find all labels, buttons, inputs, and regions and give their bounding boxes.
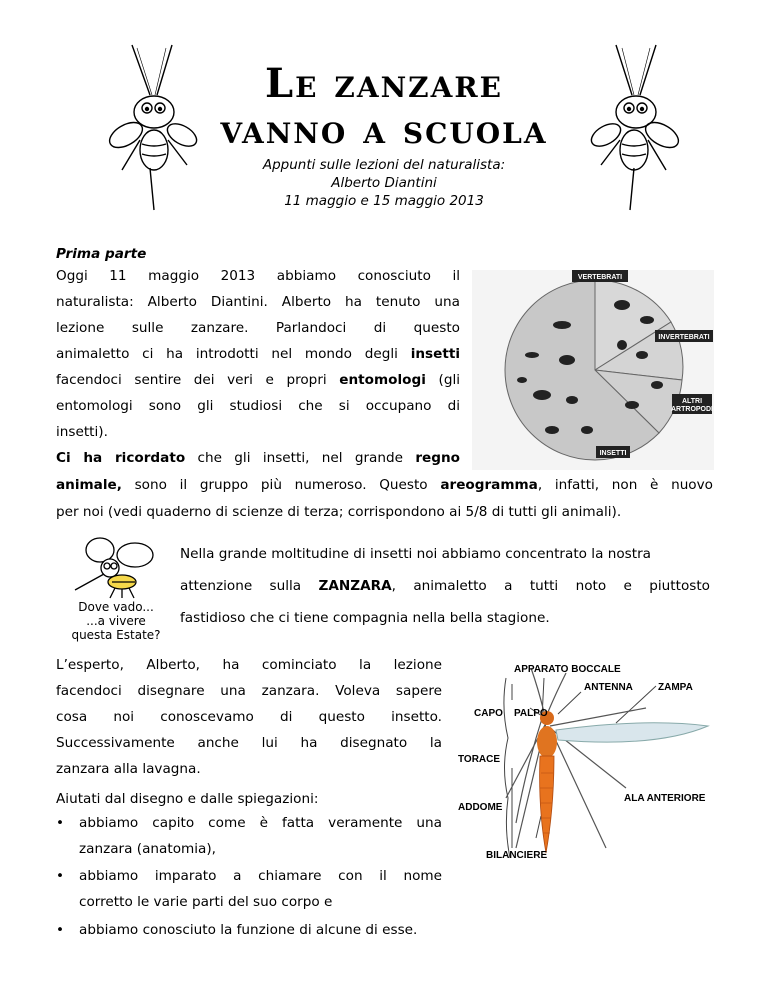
bullet-2-line1: abbiamo imparato a chiamare con il nome (79, 868, 442, 884)
para1-line1: Oggi 11 maggio 2013 abbiamo conosciuto il (56, 268, 460, 284)
cartoon-caption-line1: Dove vado... (78, 600, 154, 614)
pie-label-vertebrati: VERTEBRATI (577, 274, 623, 281)
label-ala-anteriore: ALA ANTERIORE (624, 793, 706, 804)
pie-label-altri: ALTRI (681, 398, 703, 405)
bullet-dot-1: • (56, 815, 65, 831)
page-title-line1: Le zanzare (265, 60, 503, 107)
para2-line2: attenzione sulla ZANZARA, animaletto a tutti noto e piuttosto (180, 578, 710, 594)
bullet-1-line2: zanzara (anatomia), (79, 841, 216, 857)
para2-line3: fastidioso che ci tiene compagnia nella bella stagione. (180, 610, 550, 626)
label-zampa: ZAMPA (658, 682, 693, 693)
para1-line3: lezione sulle zanzare. Parlandoci di questo (56, 320, 460, 336)
label-capo: CAPO (474, 708, 503, 719)
bullet-dot-3: • (56, 922, 65, 938)
bullet-1-line1: abbiamo capito come è fatta veramente una (79, 815, 442, 831)
cartoon-caption-line2: ...a vivere (86, 614, 146, 628)
para3-line4: Successivamente anche lui ha disegnato la (56, 735, 442, 751)
subtitle-line1: Appunti sulle lezioni del naturalista: (262, 157, 506, 173)
bullet-3-line1: abbiamo conosciuto la funzione di alcune di esse. (79, 922, 418, 938)
para1-line2: naturalista: Alberto Diantini. Alberto ha tenuto una (56, 294, 460, 310)
mosquito-anatomy-diagram (446, 648, 718, 878)
para3-line5: zanzara alla lavagna. (56, 761, 201, 777)
para2-line1: Nella grande moltitudine di insetti noi abbiamo concentrato la nostra (180, 546, 652, 562)
subtitle-line2: Alberto Diantini (331, 175, 437, 191)
para1-line5: facendoci sentire dei veri e propri entomologi (gli (56, 372, 460, 388)
animal-kingdom-pie-chart (472, 270, 714, 470)
bullet-2-line2: corretto le varie parti del suo corpo e (79, 894, 333, 910)
para3-line6: Aiutati dal disegno e dalle spiegazioni: (56, 791, 319, 807)
pie-label-insetti: INSETTI (599, 450, 627, 457)
para1-line10: per noi (vedi quaderno di scienze di terza; corrispondono ai 5/8 di tutti gli animali). (56, 504, 622, 520)
label-apparato-boccale: APPARATO BOCCALE (514, 664, 621, 675)
cartoon-mosquito-icon (60, 530, 170, 600)
section-heading: Prima parte (56, 246, 147, 262)
label-antenna: ANTENNA (584, 682, 633, 693)
label-addome: ADDOME (458, 802, 503, 813)
page-title-line2: vanno a scuola (220, 106, 548, 153)
para1-line7: insetti). (56, 424, 108, 440)
para1-line4: animaletto ci ha introdotti nel mondo degli insetti (56, 346, 460, 362)
bullet-dot-2: • (56, 868, 65, 884)
para3-line1: L’esperto, Alberto, ha cominciato la lezione (56, 657, 442, 673)
pie-label-invertebrati: INVERTEBRATI (658, 334, 710, 341)
cartoon-caption-line3: questa Estate? (71, 628, 161, 642)
para1-line9: animale, sono il gruppo più numeroso. Questo areogramma, infatti, non è nuovo (56, 477, 713, 493)
para3-line2: facendoci disegnare una zanzara. Voleva sapere (56, 683, 442, 699)
label-bilanciere: BILANCIERE (486, 850, 548, 861)
para1-line8: Ci ha ricordato che gli insetti, nel grande regno (56, 450, 460, 466)
label-torace: TORACE (458, 754, 501, 765)
para3-line3: cosa noi conoscevamo di questo insetto. (56, 709, 442, 725)
label-palpo: PALPO (514, 708, 548, 719)
para1-line6: entomologi sono gli studiosi che si occupano di (56, 398, 460, 414)
pie-label-artropodi: ARTROPODI (671, 406, 713, 413)
subtitle-line3: 11 maggio e 15 maggio 2013 (284, 193, 484, 209)
